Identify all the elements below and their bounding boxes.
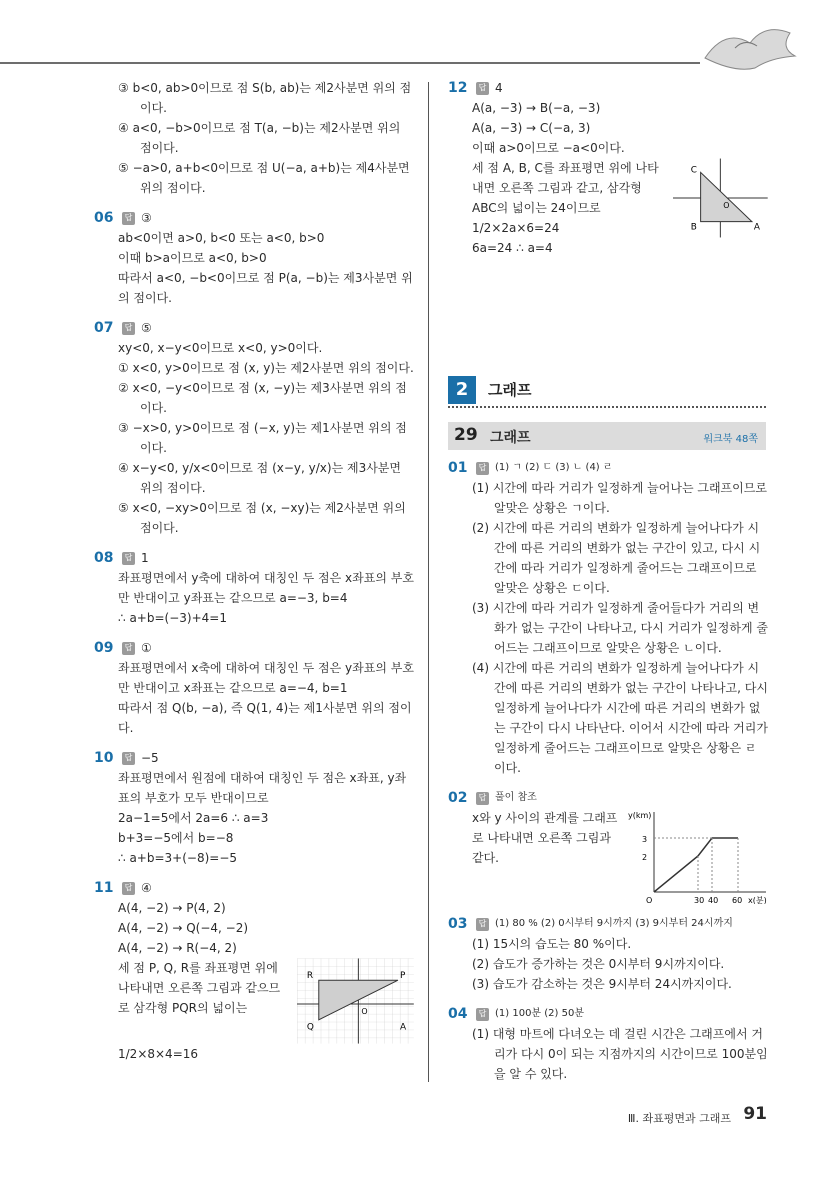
q09-header bbox=[94, 638, 414, 658]
answer-badge-icon: 답 bbox=[476, 792, 489, 805]
q07-item: ④ x−y<0, y/x<0이므로 점 (x−y, y/x)는 제3사분면 위의 점이다. bbox=[118, 461, 401, 495]
section-number: 2 bbox=[448, 376, 476, 404]
q04-header bbox=[448, 1004, 768, 1024]
q09-number: 09 bbox=[94, 640, 114, 656]
q01-answer: (1) ㄱ (2) ㄷ (3) ㄴ (4) ㄹ bbox=[495, 462, 613, 473]
q02-number: 02 bbox=[448, 790, 468, 806]
q11-answer: ④ bbox=[141, 881, 152, 895]
q10-answer: −5 bbox=[141, 751, 159, 765]
q02-ytick: 3 bbox=[642, 835, 648, 844]
q10-line: 2a−1=5에서 2a=6 ∴ a=3 bbox=[118, 811, 269, 825]
answer-badge-icon: 답 bbox=[122, 552, 135, 565]
q02-ylabel: y(km) bbox=[628, 811, 652, 820]
q07-item: ② x<0, −y<0이므로 점 (x, −y)는 제3사분면 위의 점이다. bbox=[118, 381, 407, 415]
q10-header bbox=[94, 748, 414, 768]
q03-answer: (1) 80 % (2) 0시부터 9시까지 (3) 9시부터 24시까지 bbox=[495, 918, 733, 929]
answer-badge-icon: 답 bbox=[476, 462, 489, 475]
q06-line: ab<0이면 a>0, b<0 또는 a<0, b>0 bbox=[118, 231, 325, 245]
q03-header bbox=[448, 914, 768, 934]
q11-header bbox=[94, 878, 414, 898]
q12-answer: 4 bbox=[495, 81, 503, 95]
q12-line: A(a, −3) → C(−a, 3) bbox=[472, 121, 591, 135]
q03-item: (1) 15시의 습도는 80 %이다. bbox=[472, 937, 632, 951]
q12-coordinate-figure bbox=[673, 158, 768, 238]
q01-number: 01 bbox=[448, 460, 468, 476]
page-number: 91 bbox=[743, 1104, 767, 1124]
q06-line: 이때 b>a이므로 a<0, b>0 bbox=[118, 251, 267, 265]
q12-line: 이때 a>0이므로 −a<0이다. bbox=[472, 141, 625, 155]
q11-line: A(4, −2) → R(−4, 2) bbox=[118, 941, 237, 955]
footer-chapter: Ⅲ. 좌표평면과 그래프 bbox=[627, 1112, 731, 1125]
q11-line: 세 점 P, Q, R를 좌표평면 위에 나타내면 오른쪽 그림과 같으므로 삼각형 PQR의 넓이는 bbox=[118, 961, 281, 1015]
q12-line: 세 점 A, B, C를 좌표평면 위에 나타내면 오른쪽 그림과 같고, 삼각형 ABC의 넓이는 24이므로 bbox=[472, 161, 659, 215]
q12-line: A(a, −3) → B(−a, −3) bbox=[472, 101, 601, 115]
q03-item: (2) 습도가 증가하는 것은 0시부터 9시까지이다. bbox=[472, 957, 725, 971]
answer-badge-icon: 답 bbox=[122, 882, 135, 895]
q06-header bbox=[94, 208, 414, 228]
q07-header bbox=[94, 318, 414, 338]
answer-badge-icon: 답 bbox=[122, 642, 135, 655]
svg-text:R: R bbox=[307, 971, 314, 982]
svg-text:Q: Q bbox=[307, 1022, 315, 1033]
answer-badge-icon: 답 bbox=[122, 212, 135, 225]
q07-intro: xy<0, x−y<0이므로 x<0, y>0이다. bbox=[118, 341, 323, 355]
q11-line: A(4, −2) → P(4, 2) bbox=[118, 901, 226, 915]
q08-answer: 1 bbox=[141, 551, 149, 565]
q10-line: b+3=−5에서 b=−8 bbox=[118, 831, 234, 845]
q07-answer: ⑤ bbox=[141, 321, 152, 335]
q02-xlabel: x(분) bbox=[748, 896, 767, 904]
svg-text:A: A bbox=[400, 1022, 407, 1033]
q08-header bbox=[94, 548, 414, 568]
q01-item: (3) 시간에 따라 거리가 일정하게 줄어들다가 거리의 변화가 없는 구간이 나타나고, 다시 거리가 일정하게 줄어드는 그래프이므로 알맞은 상황은 ㄴ이다. bbox=[472, 601, 768, 655]
top-rule bbox=[0, 62, 700, 64]
q07-number: 07 bbox=[94, 320, 114, 336]
svg-text:O: O bbox=[361, 1006, 368, 1016]
q01-item: (1) 시간에 따라 거리가 일정하게 늘어나는 그래프이므로 알맞은 상황은 ㄱ이다. bbox=[472, 481, 767, 515]
q07-item: ① x<0, y>0이므로 점 (x, y)는 제2사분면 위의 점이다. bbox=[118, 361, 414, 375]
q09-line: 좌표평면에서 x축에 대하여 대칭인 두 점은 y좌표의 부호만 반대이고 x좌표는 같으므로 a=−4, b=1 bbox=[118, 661, 414, 695]
q08-line: ∴ a+b=(−3)+4=1 bbox=[118, 611, 227, 625]
column-divider bbox=[428, 82, 429, 1082]
q03-number: 03 bbox=[448, 916, 468, 932]
q02-xtick: 60 bbox=[732, 896, 743, 904]
q06-number: 06 bbox=[94, 210, 114, 226]
q08-line: 좌표평면에서 y축에 대하여 대칭인 두 점은 x좌표의 부호만 반대이고 y좌표는 같으므로 a=−3, b=4 bbox=[118, 571, 414, 605]
q06-line: 따라서 a<0, −b<0이므로 점 P(a, −b)는 제3사분면 위의 점이다. bbox=[118, 271, 413, 305]
q12-line: 1/2×2a×6=24 bbox=[472, 221, 560, 235]
unit-title: 그래프 bbox=[490, 430, 531, 446]
right-column bbox=[448, 78, 768, 258]
q01-item: (2) 시간에 따른 거리의 변화가 일정하게 늘어나다가 시간에 따른 거리의 변화가 없는 구간이 있고, 다시 시간에 따라 거리가 일정하게 줄어드는 그래프이므로 알맞은 상황은 ㄷ이다. bbox=[472, 521, 761, 595]
q03-item: (3) 습도가 감소하는 것은 9시부터 24시까지이다. bbox=[472, 977, 732, 991]
q12-line: 6a=24 ∴ a=4 bbox=[472, 241, 553, 255]
left-column bbox=[94, 78, 414, 1064]
q01-item: (4) 시간에 따른 거리의 변화가 일정하게 늘어나다가 시간에 따른 거리의 변화가 없는 구간이 나타나고, 다시 일정하게 늘어나다가 시간에 따른 거리의 변화가 없는 구간이 다시 나타난다. 이어서 시간에 따라 거리가 일정하게 줄어드는 그래프이므로 알맞은 상황은 ㄹ이다. bbox=[472, 661, 768, 775]
svg-text:A: A bbox=[754, 222, 761, 233]
q02-graph bbox=[628, 808, 768, 904]
q02-ytick: 2 bbox=[642, 853, 648, 862]
q04-answer: (1) 100분 (2) 50분 bbox=[495, 1008, 584, 1019]
q05-item-3: ③ b<0, ab>0이므로 점 S(b, ab)는 제2사분면 위의 점이다. bbox=[118, 81, 412, 115]
q09-answer: ① bbox=[141, 641, 152, 655]
q10-line: ∴ a+b=3+(−8)=−5 bbox=[118, 851, 238, 865]
q09-line: 따라서 점 Q(b, −a), 즉 Q(1, 4)는 제1사분면 위의 점이다. bbox=[118, 701, 412, 735]
q02-xtick: 40 bbox=[708, 896, 719, 904]
q07-item: ⑤ x<0, −xy>0이므로 점 (x, −xy)는 제2사분면 위의 점이다. bbox=[118, 501, 406, 535]
unit-number: 29 bbox=[454, 425, 478, 445]
q02-xtick: 30 bbox=[694, 896, 705, 904]
answer-badge-icon: 답 bbox=[122, 752, 135, 765]
answer-badge-icon: 답 bbox=[476, 918, 489, 931]
q07-item: ③ −x>0, y>0이므로 점 (−x, y)는 제1사분면 위의 점이다. bbox=[118, 421, 407, 455]
svg-text:B: B bbox=[691, 222, 698, 233]
q06-answer: ③ bbox=[141, 211, 152, 225]
q11-line: A(4, −2) → Q(−4, −2) bbox=[118, 921, 249, 935]
q04-item: (1) 대형 마트에 다녀오는 데 걸린 시간은 그래프에서 거리가 다시 0이 되는 지점까지의 시간이므로 100분임을 알 수 있다. bbox=[472, 1027, 768, 1081]
q02-origin: O bbox=[646, 896, 653, 904]
q11-coordinate-figure bbox=[297, 958, 414, 1044]
q02-header bbox=[448, 788, 768, 808]
q10-line: 좌표평면에서 원점에 대하여 대칭인 두 점은 x좌표, y좌표의 부호가 모두 반대이므로 bbox=[118, 771, 407, 805]
q11-line: 1/2×8×4=16 bbox=[118, 1047, 199, 1061]
answer-badge-icon: 답 bbox=[122, 322, 135, 335]
q08-number: 08 bbox=[94, 550, 114, 566]
q02-answer: 풀이 참조 bbox=[495, 792, 537, 803]
svg-text:C: C bbox=[691, 165, 698, 176]
right-column-lower bbox=[448, 458, 768, 1084]
q12-header bbox=[448, 78, 768, 98]
answer-badge-icon: 답 bbox=[476, 82, 489, 95]
svg-text:P: P bbox=[400, 971, 406, 982]
unit-bar bbox=[448, 422, 766, 450]
q05-item-4: ④ a<0, −b>0이므로 점 T(a, −b)는 제2사분면 위의 점이다. bbox=[118, 121, 401, 155]
answer-badge-icon: 답 bbox=[476, 1008, 489, 1021]
dragon-illustration-icon bbox=[695, 18, 805, 78]
q04-number: 04 bbox=[448, 1006, 468, 1022]
section-header bbox=[448, 376, 766, 408]
q12-number: 12 bbox=[448, 80, 468, 96]
q05-item-5: ⑤ −a>0, a+b<0이므로 점 U(−a, a+b)는 제4사분면 위의 점이다. bbox=[118, 161, 410, 195]
q01-header bbox=[448, 458, 768, 478]
q11-number: 11 bbox=[94, 880, 114, 896]
workbook-reference: 워크북 48쪽 bbox=[703, 434, 758, 445]
q10-number: 10 bbox=[94, 750, 114, 766]
section-title: 그래프 bbox=[488, 381, 532, 399]
svg-text:O: O bbox=[723, 200, 730, 210]
q02-line: x와 y 사이의 관계를 그래프로 나타내면 오른쪽 그림과 같다. bbox=[472, 811, 618, 865]
